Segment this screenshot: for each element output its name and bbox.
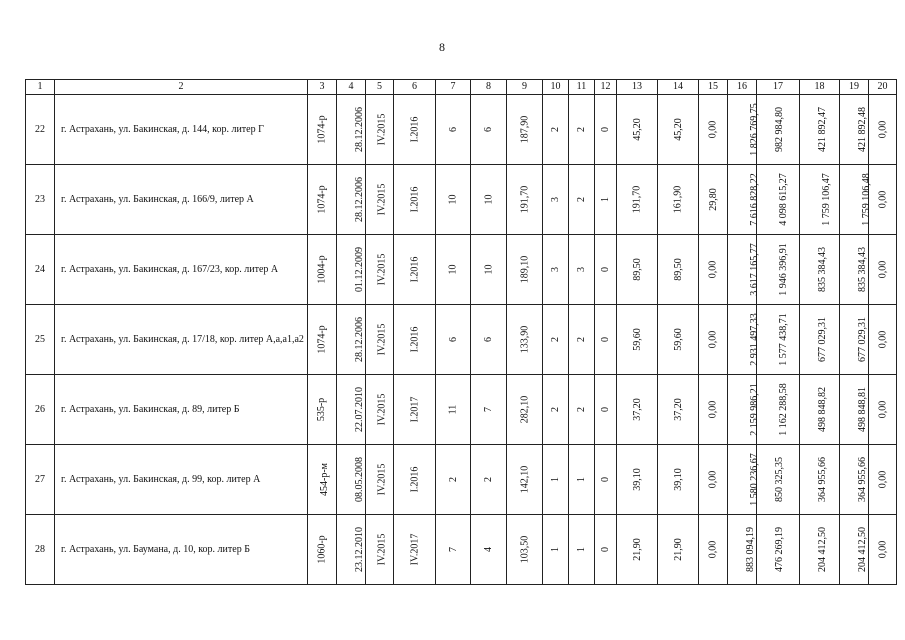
table-cell: [728, 95, 760, 165]
cell-text: 0,00: [877, 260, 888, 279]
cell-text: 1 580 236,67: [748, 453, 760, 506]
table-cell: [366, 445, 394, 515]
table-cell: 25: [26, 305, 55, 375]
cell-text: 677 029,31: [857, 317, 868, 362]
table-cell: г. Астрахань, ул. Бакинская, д. 17/18, кор. литер А,а,а1,а2: [55, 305, 308, 375]
column-header: 14: [658, 80, 699, 95]
cell-text: 204 412,50: [857, 527, 868, 572]
cell-text: 835 384,43: [857, 247, 868, 292]
cell-text: 161,90: [672, 185, 684, 214]
table-cell: [699, 305, 728, 375]
table-cell: [728, 375, 760, 445]
table-cell: [436, 445, 471, 515]
table-cell: [757, 375, 800, 445]
cell-text: 2: [576, 337, 587, 342]
cell-text: 1 162 288,58: [777, 383, 789, 436]
cell-text: 0,00: [877, 330, 888, 349]
cell-text: 39,10: [672, 468, 684, 491]
cell-text: 1: [550, 547, 561, 552]
column-header: 8: [471, 80, 507, 95]
column-header: 9: [507, 80, 543, 95]
cell-text: 2: [550, 127, 561, 132]
table-cell: [569, 305, 595, 375]
cell-text: 11: [447, 404, 459, 415]
table-row: [26, 445, 897, 515]
cell-text: I.2016: [409, 466, 420, 493]
cell-text: IV.2015: [376, 183, 388, 216]
table-cell: [800, 235, 840, 305]
cell-text: 454-р-м: [319, 463, 330, 496]
cell-text: 2: [550, 407, 561, 412]
table-cell: [366, 375, 394, 445]
column-header: 12: [595, 80, 617, 95]
table-cell: [869, 445, 897, 515]
table-cell: [757, 165, 800, 235]
cell-text: 3: [550, 197, 561, 202]
cell-text: 21,90: [672, 538, 684, 561]
table-cell: [869, 235, 897, 305]
table-cell: [800, 165, 840, 235]
table-cell: [569, 95, 595, 165]
table-cell: 27: [26, 445, 55, 515]
cell-text: 3: [576, 267, 587, 272]
cell-text: 421 892,48: [857, 107, 868, 152]
cell-text: 0,00: [877, 400, 888, 419]
column-header: 17: [757, 80, 800, 95]
column-header: 15: [699, 80, 728, 95]
cell-text: 0: [600, 547, 611, 552]
table-cell: [366, 305, 394, 375]
table-row: [26, 235, 897, 305]
column-header: 19: [840, 80, 869, 95]
registry-table: [25, 79, 897, 585]
table-cell: [366, 515, 394, 585]
cell-text: 0: [600, 127, 611, 132]
cell-text: 883 094,19: [745, 527, 756, 572]
cell-text: 4: [483, 547, 494, 552]
cell-text: 89,50: [631, 258, 643, 281]
cell-text: IV.2015: [376, 323, 388, 356]
cell-text: 1 946 396,91: [777, 243, 789, 296]
table-cell: [617, 445, 658, 515]
table-cell: г. Астрахань, ул. Бакинская, д. 167/23, кор. литер А: [55, 235, 308, 305]
cell-text: 6: [483, 127, 494, 132]
table-cell: [337, 375, 366, 445]
table-body: [26, 95, 897, 585]
table-cell: [366, 165, 394, 235]
cell-text: 01.12.2009: [354, 247, 365, 292]
table-cell: [658, 305, 699, 375]
table-cell: [308, 95, 337, 165]
cell-text: 191,70: [631, 185, 643, 214]
table-cell: [617, 235, 658, 305]
cell-text: 282,10: [519, 395, 530, 424]
table-cell: [543, 445, 569, 515]
table-cell: [658, 445, 699, 515]
table-cell: [800, 305, 840, 375]
cell-text: 1: [600, 197, 611, 202]
column-header: 10: [543, 80, 569, 95]
cell-text: 7: [447, 547, 459, 552]
cell-text: 7: [483, 407, 494, 412]
table-cell: [699, 95, 728, 165]
table-row: [26, 305, 897, 375]
cell-text: 0,00: [707, 470, 719, 489]
column-header: 11: [569, 80, 595, 95]
cell-text: 3 617 165,77: [748, 243, 760, 296]
table-cell: [595, 445, 617, 515]
cell-text: 2 931 497,33: [748, 313, 760, 366]
cell-text: 22.07.2010: [354, 387, 365, 432]
table-cell: [337, 445, 366, 515]
cell-text: 39,10: [631, 468, 643, 491]
table-cell: [869, 95, 897, 165]
cell-text: 2: [576, 127, 587, 132]
cell-text: IV.2015: [376, 533, 388, 566]
table-cell: [699, 515, 728, 585]
table-cell: [507, 445, 543, 515]
table-cell: г. Астрахань, ул. Бакинская, д. 166/9, литер А: [55, 165, 308, 235]
table-cell: [308, 375, 337, 445]
table-cell: [595, 305, 617, 375]
table-cell: [436, 165, 471, 235]
table-cell: [569, 235, 595, 305]
table-cell: [728, 515, 757, 585]
table-cell: [308, 165, 337, 235]
cell-text: 191,70: [519, 185, 530, 214]
cell-text: 1 759 106,48: [860, 173, 872, 226]
column-header: 7: [436, 80, 471, 95]
cell-text: 6: [447, 127, 459, 132]
table-cell: [800, 515, 840, 585]
table-cell: [308, 305, 337, 375]
cell-text: 45,20: [672, 118, 684, 141]
table-cell: [869, 375, 897, 445]
cell-text: 204 412,50: [817, 527, 828, 572]
cell-text: 29,80: [707, 188, 719, 211]
table-cell: [617, 515, 658, 585]
cell-text: 0,00: [877, 540, 888, 559]
table-cell: [840, 165, 872, 235]
table-cell: 28: [26, 515, 55, 585]
cell-text: 850 325,35: [774, 457, 785, 502]
table-cell: [869, 165, 897, 235]
table-cell: [507, 235, 543, 305]
table-cell: [507, 305, 543, 375]
cell-text: 1 577 438,71: [777, 313, 789, 366]
cell-text: IV.2015: [376, 253, 388, 286]
table-cell: [728, 445, 760, 515]
table-cell: [840, 445, 869, 515]
cell-text: 1: [550, 477, 561, 482]
cell-text: 1: [576, 547, 587, 552]
table-cell: [394, 515, 436, 585]
cell-text: 45,20: [631, 118, 643, 141]
table-cell: [337, 95, 366, 165]
cell-text: 37,20: [672, 398, 684, 421]
table-cell: [757, 235, 800, 305]
table-cell: [757, 515, 800, 585]
table-cell: [728, 165, 760, 235]
table-cell: 24: [26, 235, 55, 305]
table-cell: [800, 445, 840, 515]
column-header: 1: [26, 80, 55, 95]
table-row: [26, 515, 897, 585]
table-cell: [617, 165, 658, 235]
cell-text: 1074-р: [316, 185, 328, 214]
table-cell: [617, 375, 658, 445]
table-cell: [658, 235, 699, 305]
table-cell: [658, 375, 699, 445]
cell-text: 1 826 769,75: [748, 103, 760, 156]
cell-text: 21,90: [631, 538, 643, 561]
column-header: 3: [308, 80, 337, 95]
column-header: 5: [366, 80, 394, 95]
cell-text: IV.2015: [376, 113, 388, 146]
table-cell: [757, 445, 800, 515]
table-cell: [869, 305, 897, 375]
table-cell: [569, 375, 595, 445]
cell-text: 189,10: [519, 255, 530, 284]
cell-text: 59,60: [631, 328, 643, 351]
table-cell: [308, 515, 337, 585]
cell-text: 187,90: [519, 115, 530, 144]
table-cell: [308, 235, 337, 305]
cell-text: I.2016: [409, 256, 420, 283]
table-cell: г. Астрахань, ул. Бакинская, д. 99, кор. литер А: [55, 445, 308, 515]
table-cell: [507, 165, 543, 235]
table-cell: г. Астрахань, ул. Баумана, д. 10, кор. литер Б: [55, 515, 308, 585]
table-cell: [728, 235, 760, 305]
cell-text: 2: [576, 407, 587, 412]
cell-text: 364 955,66: [857, 457, 868, 502]
cell-text: IV.2015: [376, 393, 388, 426]
table-cell: [757, 305, 800, 375]
cell-text: 37,20: [631, 398, 643, 421]
cell-text: IV.2017: [408, 533, 420, 566]
page-number: 8: [439, 40, 445, 54]
cell-text: 1 759 106,47: [820, 173, 832, 226]
table-cell: [394, 445, 436, 515]
table-cell: [436, 515, 471, 585]
cell-text: 3: [550, 267, 561, 272]
table-cell: [757, 95, 800, 165]
table-cell: [436, 305, 471, 375]
table-cell: [617, 95, 658, 165]
cell-text: 10: [447, 194, 459, 205]
table-cell: [658, 95, 699, 165]
table-cell: [394, 95, 436, 165]
cell-text: 1060-р: [316, 535, 328, 564]
table-cell: [507, 375, 543, 445]
table-row: [26, 375, 897, 445]
cell-text: I.2017: [409, 396, 420, 423]
column-header: 4: [337, 80, 366, 95]
table-cell: [595, 515, 617, 585]
table-cell: [543, 305, 569, 375]
cell-text: 535-р: [316, 397, 328, 422]
table-cell: [394, 165, 436, 235]
table-cell: [308, 445, 337, 515]
cell-text: 476 269,19: [774, 527, 785, 572]
table-cell: [595, 375, 617, 445]
table-cell: 26: [26, 375, 55, 445]
cell-text: 0,00: [877, 470, 888, 489]
cell-text: 103,50: [519, 535, 530, 564]
column-header: 6: [394, 80, 436, 95]
cell-text: 10: [447, 264, 459, 275]
cell-text: 6: [483, 337, 494, 342]
cell-text: 0,00: [877, 190, 888, 209]
table-cell: [543, 235, 569, 305]
table-cell: г. Астрахань, ул. Бакинская, д. 89, литер Б: [55, 375, 308, 445]
table-cell: [840, 95, 869, 165]
cell-text: I.2016: [409, 186, 420, 213]
header-row: [26, 80, 897, 95]
table-cell: [595, 95, 617, 165]
table-cell: [840, 235, 869, 305]
table-cell: [658, 515, 699, 585]
table-cell: [699, 375, 728, 445]
cell-text: 0,00: [707, 120, 719, 139]
column-header: 2: [55, 80, 308, 95]
table-cell: [699, 445, 728, 515]
cell-text: 4 098 615,27: [777, 173, 789, 226]
table-cell: [658, 165, 699, 235]
cell-text: 2: [447, 477, 459, 482]
table-cell: [840, 515, 869, 585]
table-cell: [543, 95, 569, 165]
cell-text: 0: [600, 407, 611, 412]
cell-text: 23.12.2010: [354, 527, 365, 572]
cell-text: 421 892,47: [817, 107, 828, 152]
column-header: 16: [728, 80, 757, 95]
cell-text: 0,00: [707, 540, 719, 559]
cell-text: 0,00: [707, 400, 719, 419]
table-cell: [840, 375, 869, 445]
table-cell: [800, 375, 840, 445]
cell-text: 0,00: [707, 260, 719, 279]
table-cell: [507, 515, 543, 585]
cell-text: 364 955,66: [817, 457, 828, 502]
cell-text: 1074-р: [316, 325, 328, 354]
cell-text: 498 848,82: [817, 387, 828, 432]
cell-text: 0: [600, 337, 611, 342]
table-cell: [507, 95, 543, 165]
cell-text: 28.12.2006: [354, 177, 365, 222]
table-row: [26, 95, 897, 165]
cell-text: 2: [576, 197, 587, 202]
cell-text: 6: [447, 337, 459, 342]
table-cell: [436, 235, 471, 305]
cell-text: 677 029,31: [817, 317, 828, 362]
cell-text: 142,10: [519, 465, 530, 494]
table-cell: г. Астрахань, ул. Бакинская, д. 144, кор. литер Г: [55, 95, 308, 165]
table-cell: [471, 445, 507, 515]
table-cell: [394, 235, 436, 305]
table-cell: [471, 235, 507, 305]
table-cell: [471, 165, 507, 235]
cell-text: I.2016: [409, 116, 420, 143]
table-cell: [337, 305, 366, 375]
table-cell: [337, 165, 366, 235]
cell-text: 498 848,81: [857, 387, 868, 432]
cell-text: 0: [600, 477, 611, 482]
column-header: 20: [869, 80, 897, 95]
cell-text: 835 384,43: [817, 247, 828, 292]
table-cell: [569, 515, 595, 585]
cell-text: 89,50: [672, 258, 684, 281]
table-cell: [728, 305, 760, 375]
table-cell: [699, 165, 728, 235]
table-cell: [366, 235, 394, 305]
table-cell: [800, 95, 840, 165]
table-cell: [436, 375, 471, 445]
table-cell: [471, 305, 507, 375]
table-cell: [366, 95, 394, 165]
table-cell: [595, 165, 617, 235]
cell-text: 10: [483, 194, 494, 205]
cell-text: 1074-р: [316, 115, 328, 144]
table-cell: [569, 445, 595, 515]
table-cell: [471, 95, 507, 165]
cell-text: 2: [550, 337, 561, 342]
cell-text: 1: [576, 477, 587, 482]
table-cell: [617, 305, 658, 375]
table-cell: [394, 375, 436, 445]
table-cell: [337, 235, 366, 305]
cell-text: 0: [600, 267, 611, 272]
table-cell: [471, 375, 507, 445]
cell-text: 1004-р: [316, 255, 328, 284]
table-cell: [543, 165, 569, 235]
table-cell: [543, 515, 569, 585]
column-header: 13: [617, 80, 658, 95]
table-cell: [471, 515, 507, 585]
column-header: 18: [800, 80, 840, 95]
table-cell: [543, 375, 569, 445]
cell-text: 0,00: [877, 120, 888, 139]
cell-text: 08.05.2008: [354, 457, 365, 502]
table-cell: [869, 515, 897, 585]
table-cell: [595, 235, 617, 305]
table-cell: [840, 305, 869, 375]
table-cell: [699, 235, 728, 305]
table-cell: 22: [26, 95, 55, 165]
cell-text: 59,60: [672, 328, 684, 351]
cell-text: IV.2015: [376, 463, 388, 496]
cell-text: 2: [483, 477, 494, 482]
table-cell: [436, 95, 471, 165]
table-cell: [337, 515, 366, 585]
table-cell: [569, 165, 595, 235]
cell-text: 2 159 986,21: [748, 383, 760, 436]
cell-text: 7 616 828,22: [748, 173, 760, 226]
cell-text: 10: [483, 264, 494, 275]
table-cell: 23: [26, 165, 55, 235]
cell-text: 0,00: [707, 330, 719, 349]
cell-text: 28.12.2006: [354, 317, 365, 362]
cell-text: I.2016: [409, 326, 420, 353]
cell-text: 133,90: [519, 325, 530, 354]
table-row: [26, 165, 897, 235]
table-cell: [394, 305, 436, 375]
cell-text: 982 984,80: [774, 107, 785, 152]
cell-text: 28.12.2006: [354, 107, 365, 152]
